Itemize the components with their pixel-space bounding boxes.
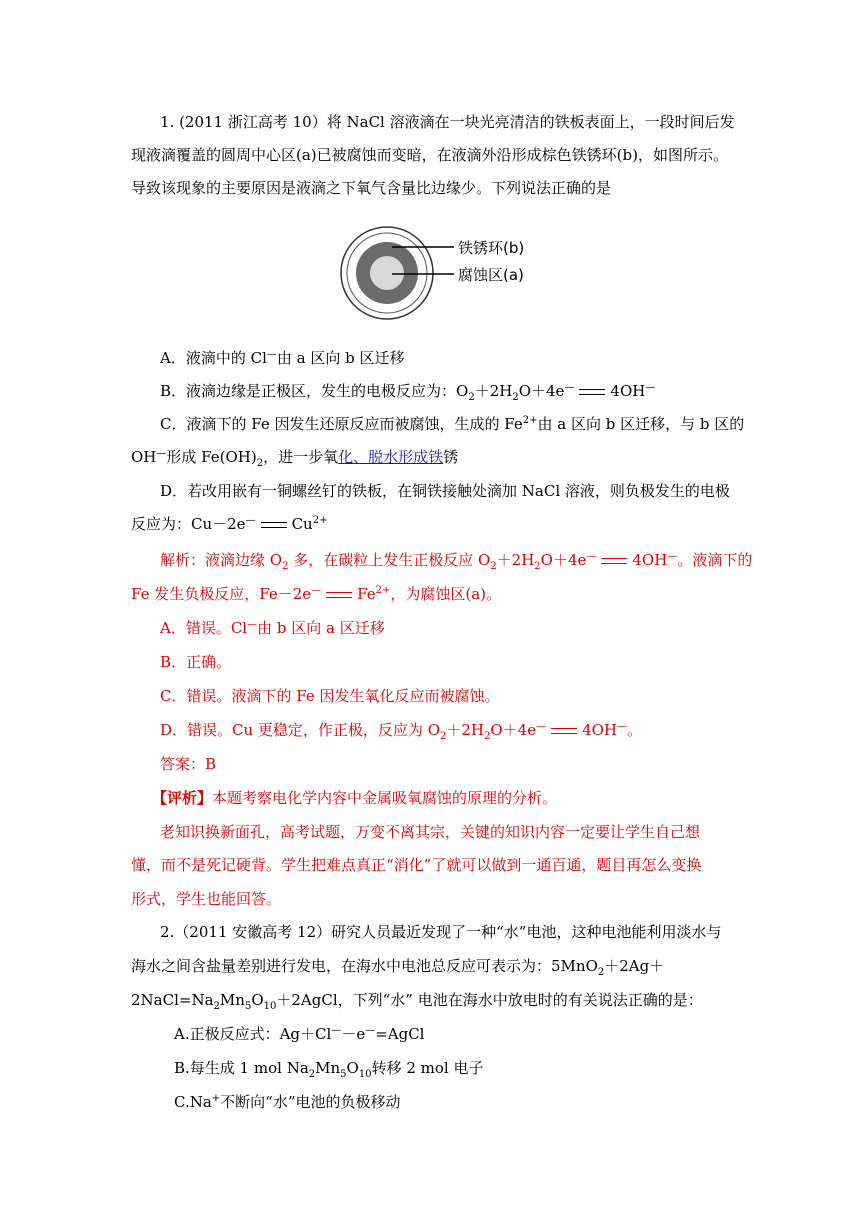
q1-option-c-line1: C．液滴下的 Fe 因发生还原反应而被腐蚀，生成的 $Fe^{2+}$由 a 区向 b 区迁移，与 b 区的 xyxy=(160,415,745,433)
q2-option-a: A.正极反应式：Ag＋Cl—－e—=AgCl xyxy=(174,1025,425,1043)
label-rust-ring: 铁锈环(b) xyxy=(458,239,525,257)
q2-line-1: 2.（2011 安徽高考 12）研究人员最近发现了一种“水”电池，这种电池能利用淡水与 xyxy=(160,923,722,941)
comment: 【评析】本题考察电化学内容中金属吸氧腐蚀的原理的分析。 xyxy=(152,789,558,807)
q1-option-b: B．液滴边缘是正极区，发生的电极反应为：$O_2+2H_2O+4e^—$ 4OH— xyxy=(160,382,656,403)
equals-sign xyxy=(601,558,627,564)
comment-para-2: 懂，而不是死记硬背。学生把难点真正“消化”了就可以做到一通百通，题目再怎么变换 xyxy=(131,856,702,874)
q1-option-c-line2: OH—形成 $Fe(OH)_2$，进一步氧化、脱水形成铁锈 xyxy=(131,448,459,469)
answer-explain-b: B．正确。 xyxy=(160,653,232,671)
answer: 答案：B xyxy=(160,755,217,773)
corrosion-zone xyxy=(370,256,404,290)
q2-line-3: $2NaCl=Na_2Mn_5O_{10}+2AgCl$，下列“水” 电池在海水中放电时的有关说法正确的是： xyxy=(131,991,703,1012)
comment-para-1: 老知识换新面孔，高考试题，万变不离其宗，关键的知识内容一定要让学生自己想 xyxy=(160,823,701,841)
equals-sign xyxy=(326,592,352,598)
q1-line-3: 导致该现象的主要原因是液滴之下氧气含量比边缘少。下列说法正确的是 xyxy=(131,179,612,197)
q1-option-d-line1: D．若改用嵌有一铜螺丝钉的铁板，在铜铁接触处滴加 NaCl 溶液，则负极发生的电极 xyxy=(160,482,730,500)
q2-option-c: C.Na+不断向“水”电池的负极移动 xyxy=(174,1093,401,1111)
q1-line-2: 现液滴覆盖的圆周中心区(a)已被腐蚀而变暗，在液滴外沿形成棕色铁锈环(b)，如图所示。 xyxy=(131,146,728,164)
q2-line-2: 海水之间含盐量差别进行发电，在海水中电池总反应可表示为：5MnO$_2$＋2Ag＋ xyxy=(131,957,665,978)
equals-sign xyxy=(579,389,605,395)
equals-sign xyxy=(261,522,287,528)
equals-sign xyxy=(551,728,577,734)
hyperlink-text[interactable]: 化、脱水形成铁 xyxy=(338,448,444,466)
q1-option-a: A．液滴中的 Cl—由 a 区向 b 区迁移 xyxy=(160,349,405,367)
answer-explain-c: C．错误。液滴下的 Fe 因发生氧化反应而被腐蚀。 xyxy=(160,687,500,705)
corrosion-diagram xyxy=(338,222,578,334)
analysis-line-1: 解析：液滴边缘 $O_2$ 多，在碳粒上发生正极反应 $O_2+2H_2O+4e^—$ 4OH—。液滴下的 xyxy=(160,551,753,572)
answer-explain-a: A．错误。Cl—由 b 区向 a 区迁移 xyxy=(160,619,385,637)
comment-tag: 【评析】 xyxy=(152,789,213,807)
q1-line-1: 1. (2011 浙江高考 10）将 NaCl 溶液滴在一块光亮清洁的铁板表面上，一段时间后发 xyxy=(160,113,735,131)
analysis-line-2: Fe 发生负极反应，Fe－2e— $Fe^{2+}$，为腐蚀区(a)。 xyxy=(131,585,501,603)
q1-option-d-line2: 反应为：Cu－2e— $Cu^{2+}$ xyxy=(131,515,328,533)
label-corrosion-zone: 腐蚀区(a) xyxy=(458,266,524,284)
q2-option-b: B.每生成 1 mol $Na_2Mn_5O_{10}$转移 2 mol 电子 xyxy=(174,1059,484,1080)
answer-explain-d: D．错误。Cu 更稳定，作正极，反应为 $O_2+2H_2O+4e^—$ 4OH—。 xyxy=(160,721,643,742)
comment-para-3: 形式，学生也能回答。 xyxy=(131,890,282,908)
